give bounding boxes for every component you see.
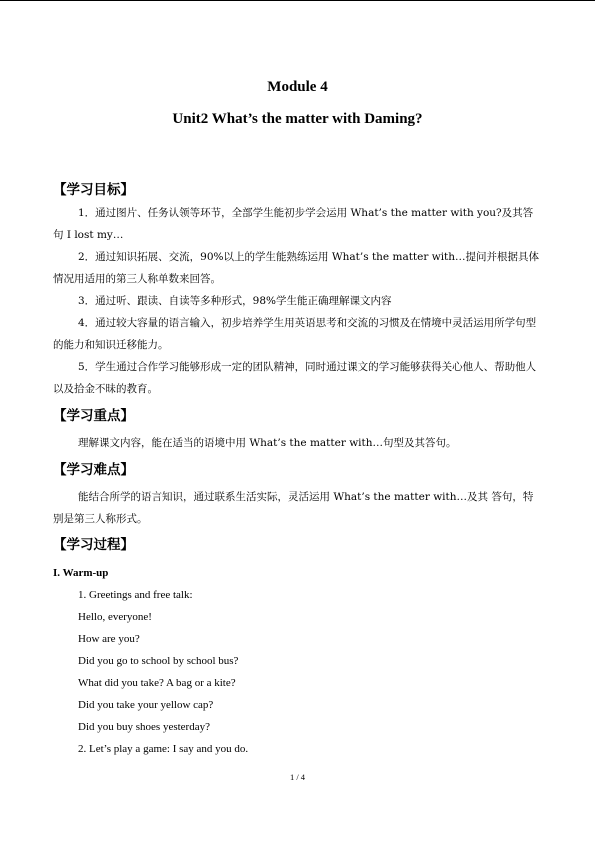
objective-item: 5．学生通过合作学习能够形成一定的团队精神，同时通过课文的学习能够获得关心他人、帮助他人以及拾金不昧的教育。 bbox=[53, 361, 537, 395]
objectives-heading: 【学习目标】 bbox=[53, 182, 134, 198]
warmup-line: Did you buy shoes yesterday? bbox=[78, 721, 210, 733]
page-number: 1 / 4 bbox=[289, 772, 306, 782]
warmup-line: 1. Greetings and free talk: bbox=[78, 589, 193, 601]
objective-item: 4．通过较大容量的语言输入，初步培养学生用英语思考和交流的习惯及在情境中灵活运用所学句型的能力和知识迁移能力。 bbox=[53, 317, 537, 351]
objective-item: 1．通过图片、任务认领等环节，全部学生能初步学会运用 What’s the matter with you?及其答句 I lost my… bbox=[53, 207, 534, 241]
warmup-heading: I. Warm-up bbox=[53, 567, 109, 579]
warmup-line: How are you? bbox=[78, 633, 140, 645]
warmup-line: What did you take? A bag or a kite? bbox=[78, 677, 236, 689]
unit-title: Unit2 What’s the matter with Daming? bbox=[172, 111, 423, 127]
key-points-text: 理解课文内容，能在适当的语境中用 What’s the matter with…句型及其答句。 bbox=[78, 437, 457, 449]
warmup-line: 2. Let’s play a game: I say and you do. bbox=[78, 743, 249, 755]
objective-item: 2．通过知识拓展、交流，90%以上的学生能熟练运用 What’s the matter with…提问并根据具体情况用适用的第三人称单数来回答。 bbox=[53, 251, 540, 285]
difficulties-heading: 【学习难点】 bbox=[53, 462, 134, 478]
objective-item: 3．通过听、跟读、自读等多种形式，98%学生能正确理解课文内容 bbox=[78, 295, 392, 307]
key-points-heading: 【学习重点】 bbox=[53, 408, 134, 424]
warmup-line: Hello, everyone! bbox=[78, 611, 152, 623]
warmup-line: Did you take your yellow cap? bbox=[78, 699, 214, 711]
difficulties-text: 能结合所学的语言知识，通过联系生活实际，灵活运用 What’s the matter with…及其 答句，特别是第三人称形式。 bbox=[53, 491, 534, 525]
warmup-line: Did you go to school by school bus? bbox=[78, 655, 239, 667]
process-heading: 【学习过程】 bbox=[53, 537, 134, 553]
module-title: Module 4 bbox=[267, 79, 328, 95]
